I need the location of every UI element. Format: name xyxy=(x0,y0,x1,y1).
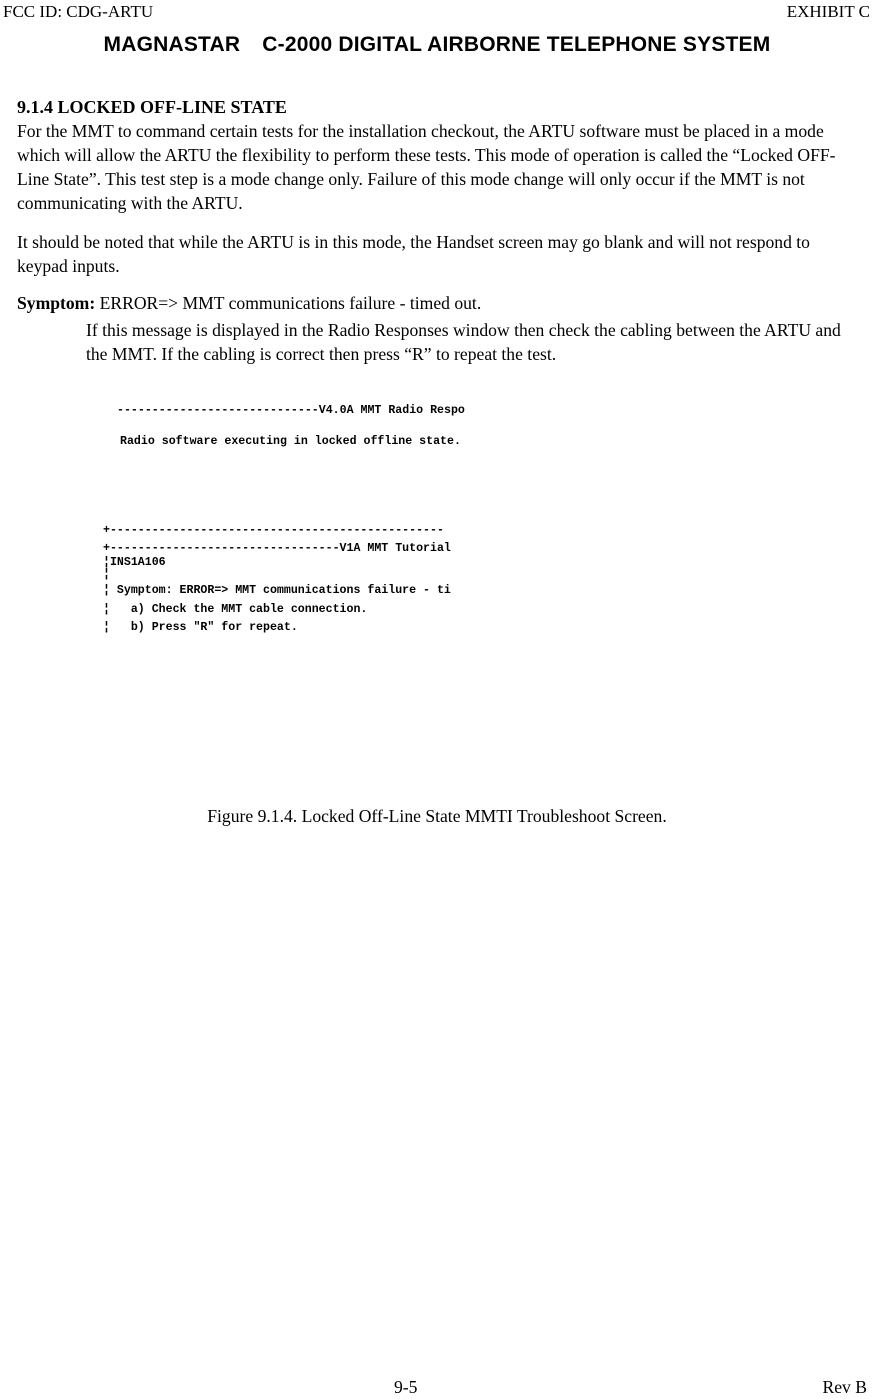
tutorial-window-header: +---------------------------------V1A MMT Tutorial xyxy=(103,542,451,555)
banner-brand: MAGNASTAR xyxy=(103,33,241,56)
tutorial-code: ¦INS1A106 xyxy=(103,556,166,569)
tutorial-step-a: ¦ a) Check the MMT cable connection. xyxy=(103,603,368,616)
banner-title: C-2000 DIGITAL AIRBORNE TELEPHONE SYSTEM xyxy=(262,33,771,56)
symptom-text: ERROR=> MMT communications failure - timed out. xyxy=(95,293,482,313)
radio-window-header: -----------------------------V4.0A MMT Radio Respo xyxy=(117,404,465,417)
tutorial-blank-line: ¦ xyxy=(103,568,110,581)
figure-caption: Figure 9.1.4. Locked Off-Line State MMTI Troubleshoot Screen. xyxy=(207,806,667,826)
revision-label: Rev B xyxy=(822,1377,867,1397)
page-number: 9-5 xyxy=(394,1377,418,1397)
exhibit-label: EXHIBIT C xyxy=(786,2,870,21)
document-banner xyxy=(0,33,874,57)
tutorial-symptom: ¦ Symptom: ERROR=> MMT communications failure - ti xyxy=(103,584,451,597)
tutorial-step-b: ¦ b) Press "R" for repeat. xyxy=(103,621,298,634)
tutorial-window-top-border: +------------------------------------------------ xyxy=(103,524,444,537)
symptom-line xyxy=(17,293,481,314)
symptom-detail: If this message is displayed in the Radio Responses window then check the cabling between the ARTU and the MMT. If the cabling is correct then press “R” to repeat the test. xyxy=(86,320,841,364)
fcc-id: FCC ID: CDG-ARTU xyxy=(3,2,154,21)
section-title: 9.1.4 LOCKED OFF-LINE STATE xyxy=(17,97,287,117)
symptom-label: Symptom: xyxy=(17,293,96,313)
radio-window-message: Radio software executing in locked offline state. xyxy=(120,435,461,448)
note-paragraph: It should be noted that while the ARTU is in this mode, the Handset screen may go blank and will not respond to keypad inputs. xyxy=(17,232,810,276)
intro-paragraph: For the MMT to command certain tests for the installation checkout, the ARTU software must be placed in a mode which will allow the ARTU the flexibility to perform these tests. This mode of operation is called the “Locked OFF-Line State”. This test step is a mode change only. Failure of this mode change will only occur if the MMT is not communicating with the ARTU. xyxy=(17,121,836,213)
